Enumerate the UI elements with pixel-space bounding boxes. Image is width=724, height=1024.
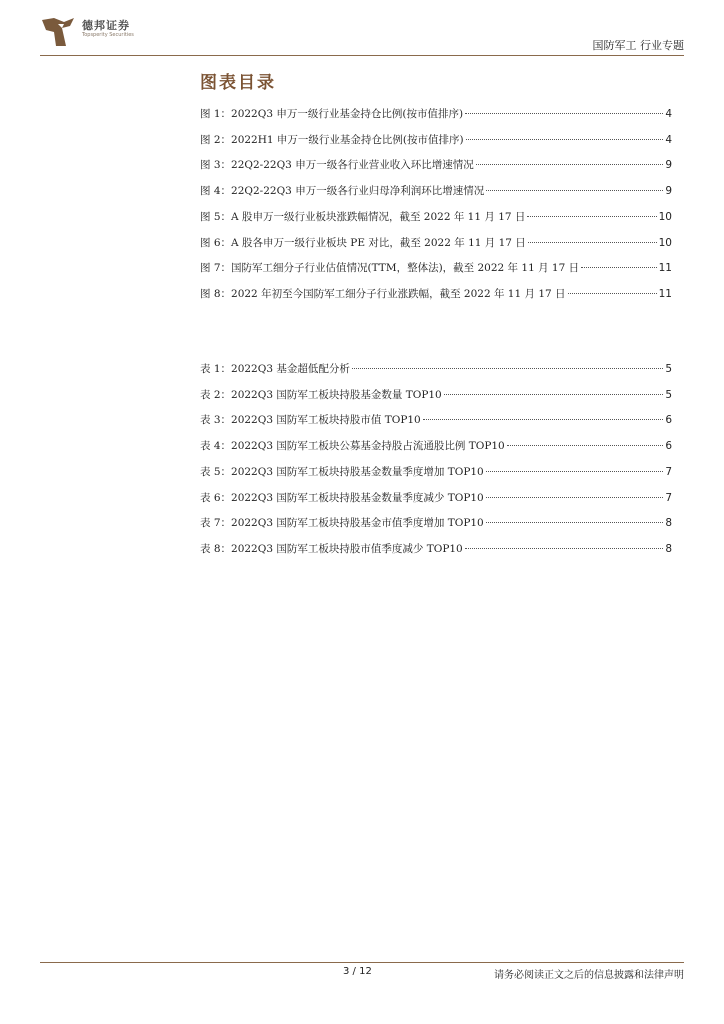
toc-table-entry-label: 表 1：2022Q3 基金超低配分析 xyxy=(200,363,350,375)
dot-leader xyxy=(465,113,663,114)
brand-name: 德邦证券 xyxy=(82,19,130,32)
dot-leader xyxy=(486,497,664,498)
footer-disclaimer: 请务必阅读正文之后的信息披露和法律声明 xyxy=(494,970,684,981)
dot-leader xyxy=(465,548,664,549)
brand-english-name: Topsperity Securities xyxy=(82,32,134,38)
toc-figure-entry-label: 图 6：A 股各申万一级行业板块 PE 对比，截至 2022 年 11 月 17 日 xyxy=(200,236,526,249)
toc-table-entry[interactable] xyxy=(200,490,672,506)
toc-figure-entry[interactable] xyxy=(200,209,672,225)
toc-figure-entry-page: 10 xyxy=(658,236,672,249)
toc-figure-entry[interactable] xyxy=(200,106,672,122)
toc-figure-entry[interactable] xyxy=(200,157,672,173)
toc-figure-entry[interactable] xyxy=(200,132,672,148)
toc-table-entry-label: 表 6：2022Q3 国防军工板块持股基金数量季度减少 TOP10 xyxy=(200,491,484,504)
dot-leader xyxy=(444,394,664,395)
toc-figure-entry-label: 图 2：2022H1 申万一级行业基金持仓比例(按市值排序) xyxy=(200,133,464,146)
toc-table-entry-label: 表 7：2022Q3 国防军工板块持股基金市值季度增加 TOP10 xyxy=(200,517,484,530)
toc-table-entry[interactable] xyxy=(200,464,672,480)
toc-table-entry-page: 6 xyxy=(665,440,672,453)
dot-leader xyxy=(486,190,663,191)
toc-table-entry-label: 表 5：2022Q3 国防军工板块持股基金数量季度增加 TOP10 xyxy=(200,465,484,478)
toc-title: 图表目录 xyxy=(200,73,276,93)
toc-figure-entry[interactable] xyxy=(200,286,672,302)
dot-leader xyxy=(423,419,664,420)
toc-figure-entry-page: 9 xyxy=(665,159,672,172)
report-section-label: 国防军工 行业专题 xyxy=(592,39,684,52)
dot-leader xyxy=(486,522,664,523)
toc-figure-entry-page: 10 xyxy=(658,210,672,223)
dot-leader xyxy=(352,368,663,369)
toc-table-entry-page: 8 xyxy=(665,517,672,530)
company-logo-icon xyxy=(40,16,76,48)
dot-leader xyxy=(507,445,664,446)
dot-leader xyxy=(527,216,656,217)
toc-figure-entry[interactable] xyxy=(200,183,672,199)
toc-table-entry-page: 5 xyxy=(665,363,672,375)
toc-figure-entry-label: 图 3：22Q2-22Q3 申万一级各行业营业收入环比增速情况 xyxy=(200,159,474,172)
footer-divider xyxy=(40,962,684,963)
toc-figure-entry-label: 图 5：A 股申万一级行业板块涨跌幅情况，截至 2022 年 11 月 17 日 xyxy=(200,210,526,223)
toc-figure-entry-page: 11 xyxy=(658,287,672,300)
toc-figure-entry-page: 9 xyxy=(665,185,672,198)
toc-table-entry-page: 7 xyxy=(665,465,672,478)
toc-table-entry[interactable] xyxy=(200,387,672,403)
toc-figure-entry[interactable] xyxy=(200,260,672,276)
toc-table-entry[interactable] xyxy=(200,438,672,454)
toc-figure-entry-label: 图 8：2022 年初至今国防军工细分子行业涨跌幅，截至 2022 年 11 月 17 日 xyxy=(200,287,566,300)
dot-leader xyxy=(476,164,664,165)
toc-table-entry[interactable] xyxy=(200,361,672,377)
toc-table-entry[interactable] xyxy=(200,541,672,557)
toc-table-entry-page: 7 xyxy=(665,491,672,504)
toc-figure-entry-page: 11 xyxy=(658,262,672,275)
toc-figure-entry-label: 图 4：22Q2-22Q3 申万一级各行业归母净利润环比增速情况 xyxy=(200,185,485,198)
dot-leader xyxy=(486,471,664,472)
dot-leader xyxy=(466,139,664,140)
dot-leader xyxy=(581,267,656,268)
toc-table-entry-page: 6 xyxy=(665,414,672,427)
page-number: 3 / 12 xyxy=(343,966,372,977)
toc-table-entry-page: 5 xyxy=(665,388,672,401)
dot-leader xyxy=(528,242,657,243)
toc-table-entry-label: 表 3：2022Q3 国防军工板块持股市值 TOP10 xyxy=(200,414,421,427)
toc-table-entry-label: 表 2：2022Q3 国防军工板块持股基金数量 TOP10 xyxy=(200,388,442,401)
header-divider xyxy=(40,55,684,56)
toc-figure-entry-label: 图 1：2022Q3 申万一级行业基金持仓比例(按市值排序) xyxy=(200,108,464,120)
dot-leader xyxy=(568,293,657,294)
toc-table-entry[interactable] xyxy=(200,412,672,428)
toc-figure-entry[interactable] xyxy=(200,235,672,251)
toc-figure-entry-label: 图 7：国防军工细分子行业估值情况(TTM，整体法)，截至 2022 年 11 月 17 日 xyxy=(200,262,580,275)
toc-table-entry-label: 表 4：2022Q3 国防军工板块公募基金持股占流通股比例 TOP10 xyxy=(200,440,505,453)
toc-table-entry-page: 8 xyxy=(665,542,672,555)
toc-figure-entry-page: 4 xyxy=(665,133,672,146)
toc-table-entry-label: 表 8：2022Q3 国防军工板块持股市值季度减少 TOP10 xyxy=(200,542,463,555)
page-header xyxy=(0,0,724,60)
toc-figure-entry-page: 4 xyxy=(665,108,672,120)
toc-table-entry[interactable] xyxy=(200,515,672,531)
